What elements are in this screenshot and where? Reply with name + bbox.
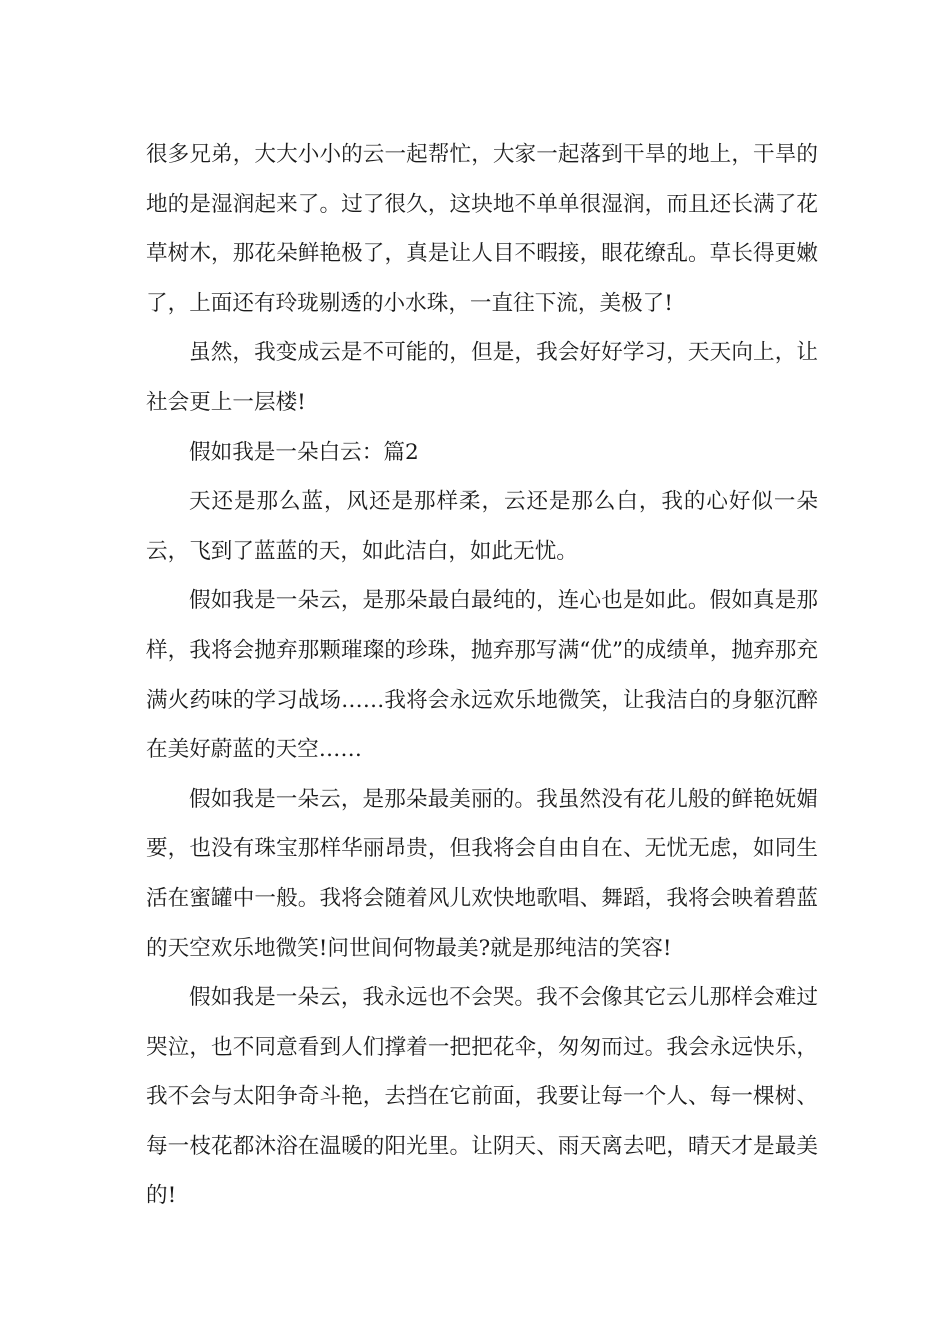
paragraph-2: 虽然，我变成云是不可能的，但是，我会好好学习，天天向上，让社会更上一层楼! [146,340,818,415]
paragraph-4: 假如我是一朵云，是那朵最白最纯的，连心也是如此。假如真是那样，我将会抛弃那颗璀璨的珍珠，抛弃那写满“优”的成绩单，抛弃那充满火药味的学习战场……我将会永远欢乐地微笑，让我洁白的身躯沉醉在美好蔚蓝的天空…… [146,588,818,763]
paragraph-5: 假如我是一朵云，是那朵最美丽的。我虽然没有花儿般的鲜艳妩媚要，也没有珠宝那样华丽昂贵，但我将会自由自在、无忧无虑，如同生活在蜜罐中一般。我将会随着风儿欢快地歌唱、舞蹈，我将会映着碧蓝的天空欢乐地微笑!问世间何物最美?就是那纯洁的笑容! [146,786,818,961]
paragraph-3: 天还是那么蓝，风还是那样柔，云还是那么白，我的心好似一朵云，飞到了蓝蓝的天，如此洁白，如此无忧。 [146,489,818,564]
paragraph-1: 很多兄弟，大大小小的云一起帮忙，大家一起落到干旱的地上，干旱的地的是湿润起来了。过了很久，这块地不单单很湿润，而且还长满了花草树木，那花朵鲜艳极了，真是让人目不暇接，眼花缭乱。草长得更嫩了，上面还有玲珑剔透的小水珠，一直往下流，美极了! [146,142,818,316]
section-heading: 假如我是一朵白云：篇2 [189,439,419,465]
document-body [146,130,818,1221]
paragraph-6: 假如我是一朵云，我永远也不会哭。我不会像其它云儿那样会难过哭泣，也不同意看到人们撑着一把把花伞，匆匆而过。我会永远快乐，我不会与太阳争奇斗艳，去挡在它前面，我要让每一个人、每一棵树、每一枝花都沐浴在温暖的阳光里。让阴天、雨天离去吧，晴天才是最美的! [146,985,818,1209]
